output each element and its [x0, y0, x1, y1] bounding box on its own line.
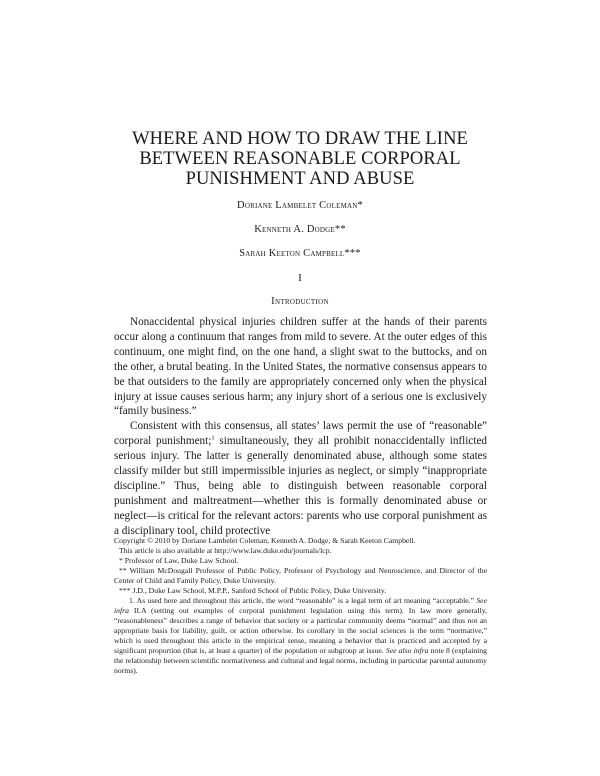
- author-1: Doriane Lambelet Coleman*: [237, 200, 363, 211]
- title-line-2: BETWEEN REASONABLE CORPORAL: [139, 149, 461, 169]
- section-title: Introduction: [271, 296, 329, 307]
- body-text: [114, 315, 487, 539]
- copyright-notice: Copyright © 2010 by Doriane Lambelet Coleman, Kenneth A. Dodge, & Sarah Keeton Campbell.: [114, 536, 416, 545]
- author-note-2: ** William McDougall Professor of Public Policy, Professor of Psychology and Neuroscience, and Director of the Center of Child and Family Policy, Duke University.: [114, 566, 487, 585]
- footnote-1-part-a: 1. As used here and throughout this article, the word “reasonable” is a legal term of art meaning “acceptable.”: [129, 596, 474, 605]
- footnote-1-see-infra: See infra: [114, 596, 487, 615]
- paragraph-2-part-b: simultaneously, they all prohibit nonaccidentally inflicted serious injury. The latter is generally denominated abuse, although some states classify milder but still impermissible injuries as neglect, or simply “inappropriate discipline.” Thus, being able to distinguish between reasonable corporal punishment and maltreatment—whether this is formally denominated abuse or neglect—is critical for the relevant actors: parents who use corporal punishment as a disciplinary tool, child protective: [114, 435, 487, 537]
- section-number: I: [298, 272, 302, 284]
- footnotes: [114, 536, 487, 676]
- title-line-3: PUNISHMENT AND ABUSE: [185, 169, 415, 189]
- availability-note: This article is also available at http://www.law.duke.edu/journals/lcp.: [119, 546, 332, 555]
- title-line-1: WHERE AND HOW TO DRAW THE LINE: [132, 129, 468, 149]
- paragraph-1: Nonaccidental physical injuries children suffer at the hands of their parents occur along a continuum that ranges from mild to severe. At the outer edges of this continuum, one might find, on the one hand, a slight swat to the buttocks, and on the other, a brutal beating. In the United States, the normative consensus appears to be that outsiders to the family are appropriately concerned only when the physical injury at issue causes serious harm; any injury short of a serious one is exclusively “family business.”: [114, 316, 487, 418]
- author-note-3: *** J.D., Duke Law School, M.P.P., Sanford School of Public Policy, Duke University.: [119, 586, 387, 595]
- paragraph-2-part-a: Consistent with this consensus, all states’ laws permit the use of “reasonable” corporal punishment;: [114, 420, 487, 448]
- author-3: Sarah Keeton Campbell***: [239, 248, 361, 259]
- footnote-1-part-b: II.A (setting out examples of corporal punishment legislation using this term). In law more generally, “reasonableness” describes a range of behavior that society or a particular community deems “normal” and thus not an appropriate basis for liability, guilt, or action otherwise. Its corollary in the social sciences is the term “normative,” which is used throughout this article in the empirical sense, meaning a behavior that is practiced and accepted by a significant proportion (that is, at least a quarter) of the population or subgroup at issue.: [114, 606, 487, 655]
- paragraph-2: [114, 419, 487, 538]
- footnote-1: [114, 596, 487, 676]
- article-title: [60, 129, 540, 189]
- author-note-1: * Professor of Law, Duke Law School.: [119, 556, 239, 565]
- footnote-1-see-also: See also infra: [385, 646, 429, 655]
- footnote-ref-1[interactable]: 1: [211, 434, 215, 442]
- footnote-1-part-c: note 8 (explaining the relationship between scientific normativeness and cultural and legal norms, including in particular parental autonomy norms).: [114, 646, 487, 675]
- author-2: Kenneth A. Dodge**: [254, 224, 346, 235]
